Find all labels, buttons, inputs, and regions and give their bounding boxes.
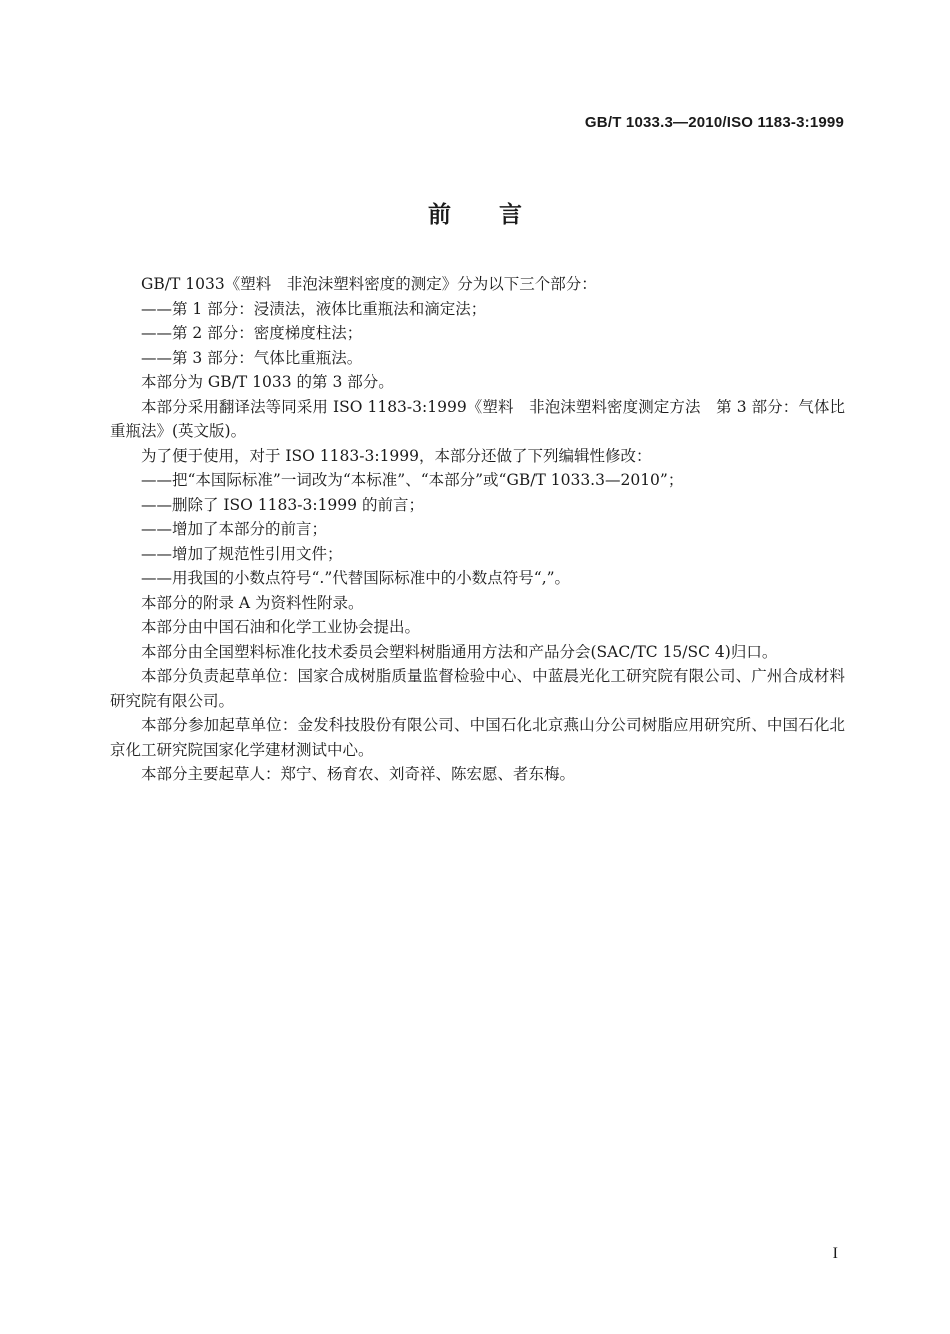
list-item: ——删除了 ISO 1183-3:1999 的前言； [141,495,424,514]
list-item: ——用我国的小数点符号“.”代替国际标准中的小数点符号“,”。 [141,569,571,587]
paragraph: GB/T 1033《塑料 非泡沫塑料密度的测定》分为以下三个部分： [141,275,597,293]
list-item: ——把“本国际标准”一词改为“本标准”、“本部分”或“GB/T 1033.3—2010”； [141,471,684,489]
list-item: ——第 3 部分：气体比重瓶法。 [141,348,363,367]
list-item: ——增加了规范性引用文件； [141,544,343,563]
page-title: 前言 [428,202,570,228]
standard-code: GB/T 1033.3—2010/ISO 1183-3:1999 [584,114,844,131]
list-item: ——第 1 部分：浸渍法，液体比重瓶法和滴定法； [141,299,487,318]
foreword-body [110,272,845,787]
page-number: I [832,1245,838,1262]
paragraph: 本部分采用翻译法等同采用 ISO 1183-3:1999《塑料 非泡沫塑料密度测定方法 第 3 部分：气体比重瓶法》(英文版)。 [110,397,845,440]
paragraph: 本部分的附录 A 为资料性附录。 [141,593,364,612]
paragraph: 为了便于使用，对于 ISO 1183-3:1999，本部分还做了下列编辑性修改： [141,446,652,465]
paragraph: 本部分由中国石油和化学工业协会提出。 [141,618,421,636]
paragraph: 本部分主要起草人：郑宁、杨育农、刘奇祥、陈宏愿、者东梅。 [141,765,576,783]
paragraph: 本部分负责起草单位：国家合成树脂质量监督检验中心、中蓝晨光化工研究院有限公司、广州合成材料研究院有限公司。 [110,667,845,710]
list-item: ——增加了本部分的前言； [141,520,328,538]
paragraph: 本部分为 GB/T 1033 的第 3 部分。 [141,373,394,391]
list-item: ——第 2 部分：密度梯度柱法； [141,324,363,342]
paragraph: 本部分参加起草单位：金发科技股份有限公司、中国石化北京燕山分公司树脂应用研究所、中国石化北京化工研究院国家化学建材测试中心。 [110,716,845,759]
paragraph: 本部分由全国塑料标准化技术委员会塑料树脂通用方法和产品分会(SAC/TC 15/SC 4)归口。 [141,642,778,661]
